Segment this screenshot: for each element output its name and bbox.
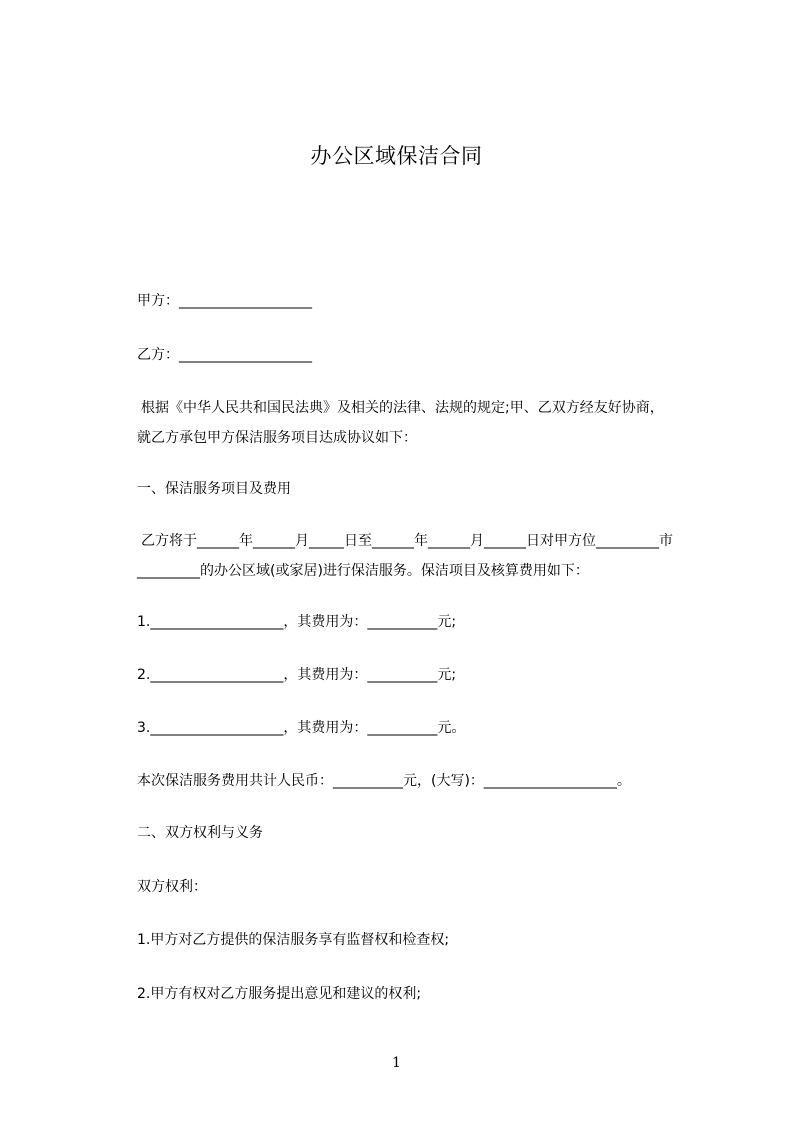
party-a-line: 甲方：___________________: [137, 293, 312, 309]
party-b-line: 乙方：___________________: [137, 347, 312, 363]
rights-heading: 双方权利：: [137, 879, 207, 895]
item-1: 1.___________________，其费用为：__________元;: [137, 614, 457, 630]
document-title: 办公区域保洁合同: [310, 144, 483, 168]
total-line: 本次保洁服务费用共计人民币：__________元，(大写)：___________________。: [137, 773, 631, 789]
right-2: 2.甲方有权对乙方服务提出意见和建议的权利;: [137, 986, 422, 1002]
item-3: 3.___________________，其费用为：__________元。: [137, 720, 466, 736]
section-1-text: 乙方将于______年______月_____日至______年______月______日对甲方位_________市_________的办公区域(或家居)进行保洁服务。保洁项目及核算费用如下：: [137, 533, 673, 579]
section-1-heading: 一、保洁服务项目及费用: [137, 481, 291, 497]
right-1: 1.甲方对乙方提供的保洁服务享有监督权和检查权;: [137, 932, 450, 948]
item-2: 2.___________________，其费用为：__________元;: [137, 667, 457, 683]
page-number: 1: [392, 1055, 401, 1071]
intro-paragraph: 根据《中华人民共和国民法典》及相关的法律、法规的规定;甲、乙双方经友好协商，就乙方承包甲方保洁服务项目达成协议如下：: [137, 400, 664, 446]
section-2-heading: 二、双方权利与义务: [137, 825, 263, 841]
